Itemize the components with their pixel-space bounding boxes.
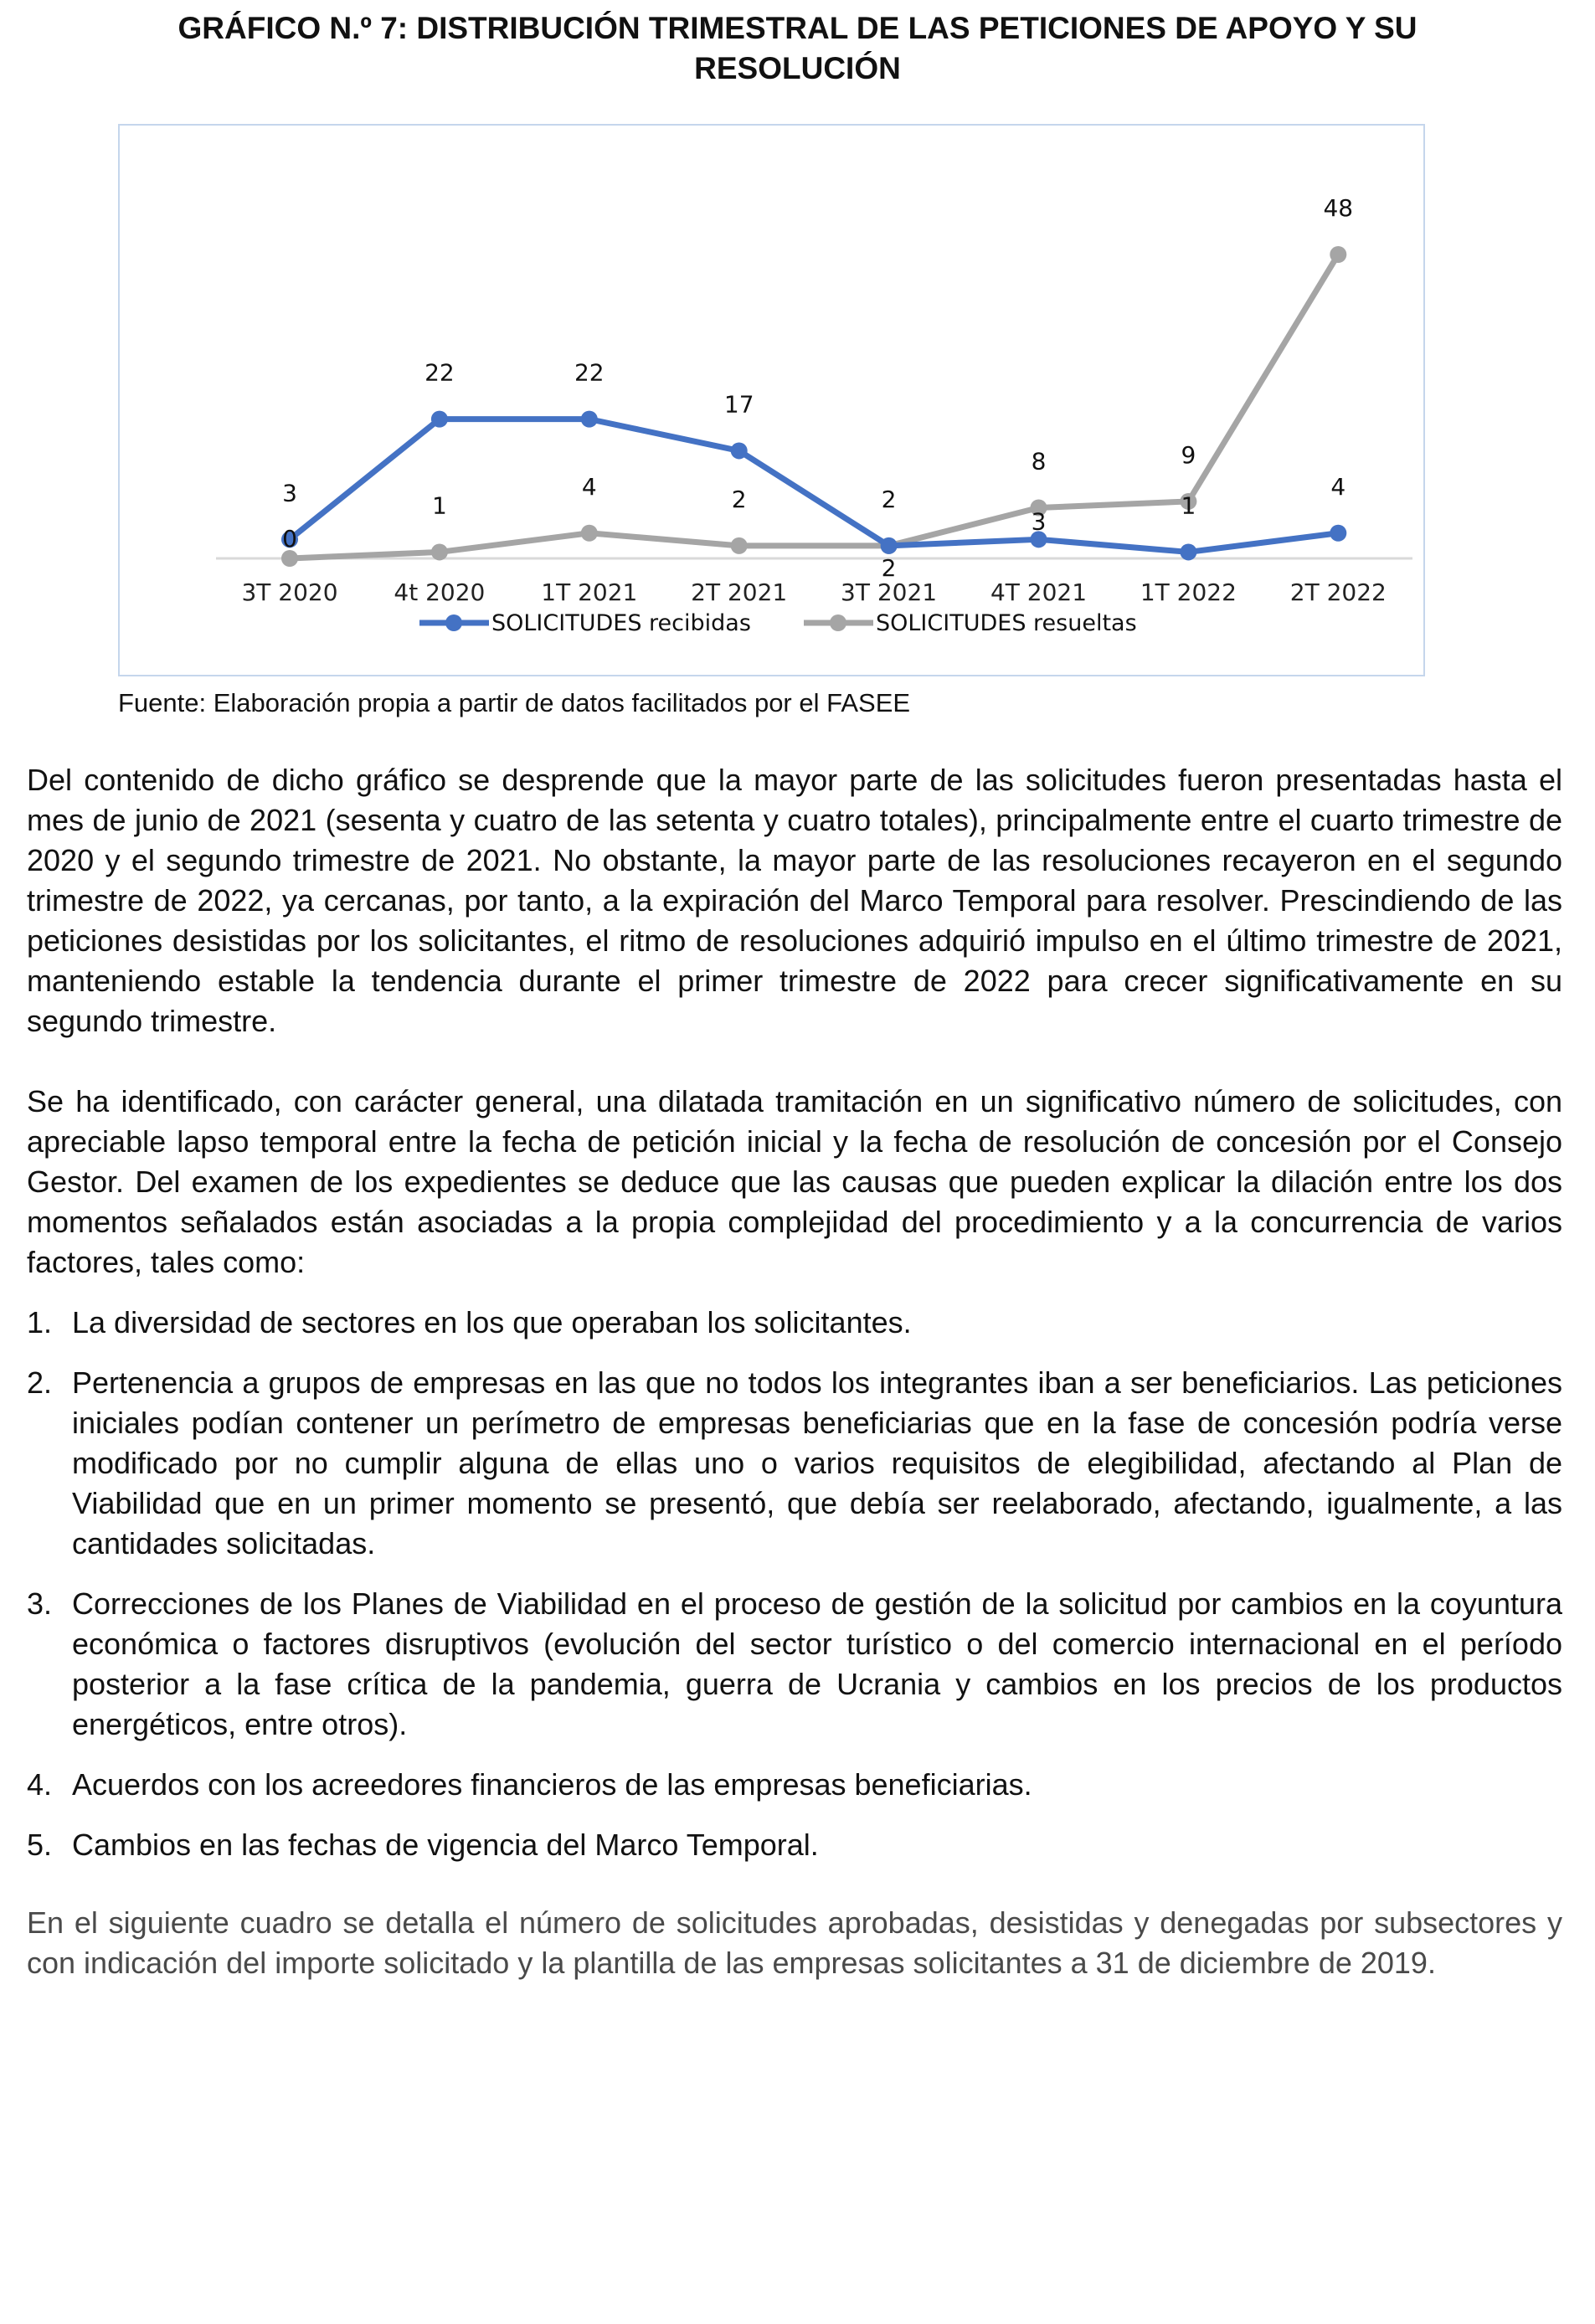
- data-point: [431, 543, 448, 560]
- paragraph-1: Del contenido de dicho gráfico se desprende que la mayor parte de las solicitudes fueron presentadas hasta el mes de junio de 2021 (sesenta y cuatro de las setenta y cuatro totales), principalmente entre el cuarto trimestre de 2020 y el segundo trimestre de 2021. No obstante, la mayor parte de las resoluciones recayeron en el segundo trimestre de 2022, ya cercanas, por tanto, a la expiración del Marco Temporal para resolver. Prescindiendo de las peticiones desistidas por los solicitantes, el ritmo de resoluciones adquirió impulso en el último trimestre de 2021, manteniendo estable la tendencia durante el primer trimestre de 2022 para crecer significativamente en su segundo trimestre.: [27, 763, 1562, 1038]
- x-tick-label: 2T 2022: [1289, 578, 1387, 606]
- list-item: [27, 1765, 1562, 1805]
- legend-marker: [830, 614, 846, 631]
- paragraph-3: En el siguiente cuadro se detalla el número de solicitudes aprobadas, desistidas y denegadas por subsectores y con indicación del importe solicitado y la plantilla de las empresas solicitantes a 31 de diciembre de 2019.: [27, 1905, 1562, 1980]
- data-point: [581, 411, 598, 428]
- list-text: Acuerdos con los acreedores financieros de las empresas beneficiarias.: [72, 1767, 1032, 1802]
- x-tick-label: 2T 2021: [691, 578, 788, 606]
- list-item: [27, 1303, 1562, 1343]
- x-tick-label: 3T 2020: [241, 578, 338, 606]
- data-label: 3: [1031, 507, 1047, 536]
- data-label: 22: [574, 358, 605, 387]
- list-item: [27, 1363, 1562, 1564]
- x-tick-label: 1T 2021: [541, 578, 638, 606]
- chart-title-line-2: RESOLUCIÓN: [694, 51, 901, 85]
- data-label: 2: [731, 485, 747, 513]
- data-label: 4: [581, 472, 597, 501]
- list-text: Cambios en las fechas de vigencia del Marco Temporal.: [72, 1828, 819, 1862]
- list-number: 5.: [27, 1828, 53, 1862]
- data-label: 2: [881, 553, 897, 582]
- data-label: 22: [424, 358, 455, 387]
- data-point: [581, 525, 598, 542]
- data-label: 1: [1181, 491, 1196, 520]
- data-point: [881, 537, 898, 554]
- data-label: 17: [723, 390, 754, 419]
- data-point: [1330, 246, 1346, 263]
- paragraph-2: Se ha identificado, con carácter general, una dilatada tramitación en un significativo número de solicitudes, con apreciable lapso temporal entre la fecha de petición inicial y la fecha de resolución de concesión por el Consejo Gestor. Del examen de los expedientes se deduce que las causas que pueden explicar la dilación entre los dos momentos señalados están asociadas a la propia complejidad del procedimiento y a la concurrencia de varios factores, tales como:: [27, 1084, 1562, 1279]
- series-line-0: [290, 419, 1338, 553]
- legend-label: SOLICITUDES resueltas: [876, 610, 1137, 636]
- legend-label: SOLICITUDES recibidas: [491, 610, 751, 636]
- chart-title-line-1: GRÁFICO N.º 7: DISTRIBUCIÓN TRIMESTRAL DE LAS PETICIONES DE APOYO Y SU: [178, 11, 1417, 45]
- x-tick-label: 1T 2022: [1140, 578, 1237, 606]
- list-text: Pertenencia a grupos de empresas en las que no todos los integrantes iban a ser beneficiarios. Las peticiones iniciales podían contener un perímetro de empresas beneficiarias que en la fase de concesión podría verse modificado por no cumplir alguna de ellas uno o varios requisitos de elegibilidad, afectando al Plan de Viabilidad que en un primer momento se presentó, que debía ser reelaborado, afectando, igualmente, a las cantidades solicitadas.: [72, 1365, 1562, 1560]
- data-label: 8: [1031, 447, 1047, 476]
- list-number: 1.: [27, 1305, 53, 1339]
- line-chart: [118, 124, 1425, 676]
- data-label: 9: [1181, 440, 1196, 469]
- x-tick-label: 4T 2021: [990, 578, 1088, 606]
- legend-marker: [445, 614, 462, 631]
- data-label: 2: [881, 485, 897, 513]
- list-number: 2.: [27, 1365, 53, 1400]
- chart-svg: [120, 126, 1423, 675]
- body-text: [27, 760, 1562, 1983]
- data-point: [731, 442, 748, 459]
- x-tick-label: 3T 2021: [841, 578, 938, 606]
- data-point: [731, 537, 748, 554]
- list-number: 4.: [27, 1767, 53, 1802]
- list-item: [27, 1825, 1562, 1865]
- list-number: 3.: [27, 1586, 53, 1621]
- data-label: 3: [282, 479, 297, 507]
- data-label: 1: [431, 491, 447, 520]
- chart-source: Fuente: Elaboración propia a partir de datos facilitados por el FASEE: [118, 688, 911, 717]
- data-label: 4: [1330, 472, 1346, 501]
- list-text: La diversidad de sectores en los que operaban los solicitantes.: [72, 1305, 912, 1339]
- x-tick-label: 4t 2020: [394, 578, 486, 606]
- data-point: [1180, 543, 1196, 560]
- chart-title: [50, 8, 1545, 89]
- list-item: [27, 1584, 1562, 1745]
- data-label: 0: [282, 525, 297, 553]
- data-point: [431, 411, 448, 428]
- data-point: [281, 550, 298, 567]
- list-text: Correcciones de los Planes de Viabilidad en el proceso de gestión de la solicitud por cambios en la coyuntura económica o factores disruptivos (evolución del sector turístico o del comercio internacional en el período posterior a la fase crítica de la pandemia, guerra de Ucrania y cambios en los precios de los productos energéticos, entre otros).: [72, 1586, 1562, 1741]
- data-point: [1330, 525, 1346, 542]
- data-label: 48: [1323, 194, 1354, 222]
